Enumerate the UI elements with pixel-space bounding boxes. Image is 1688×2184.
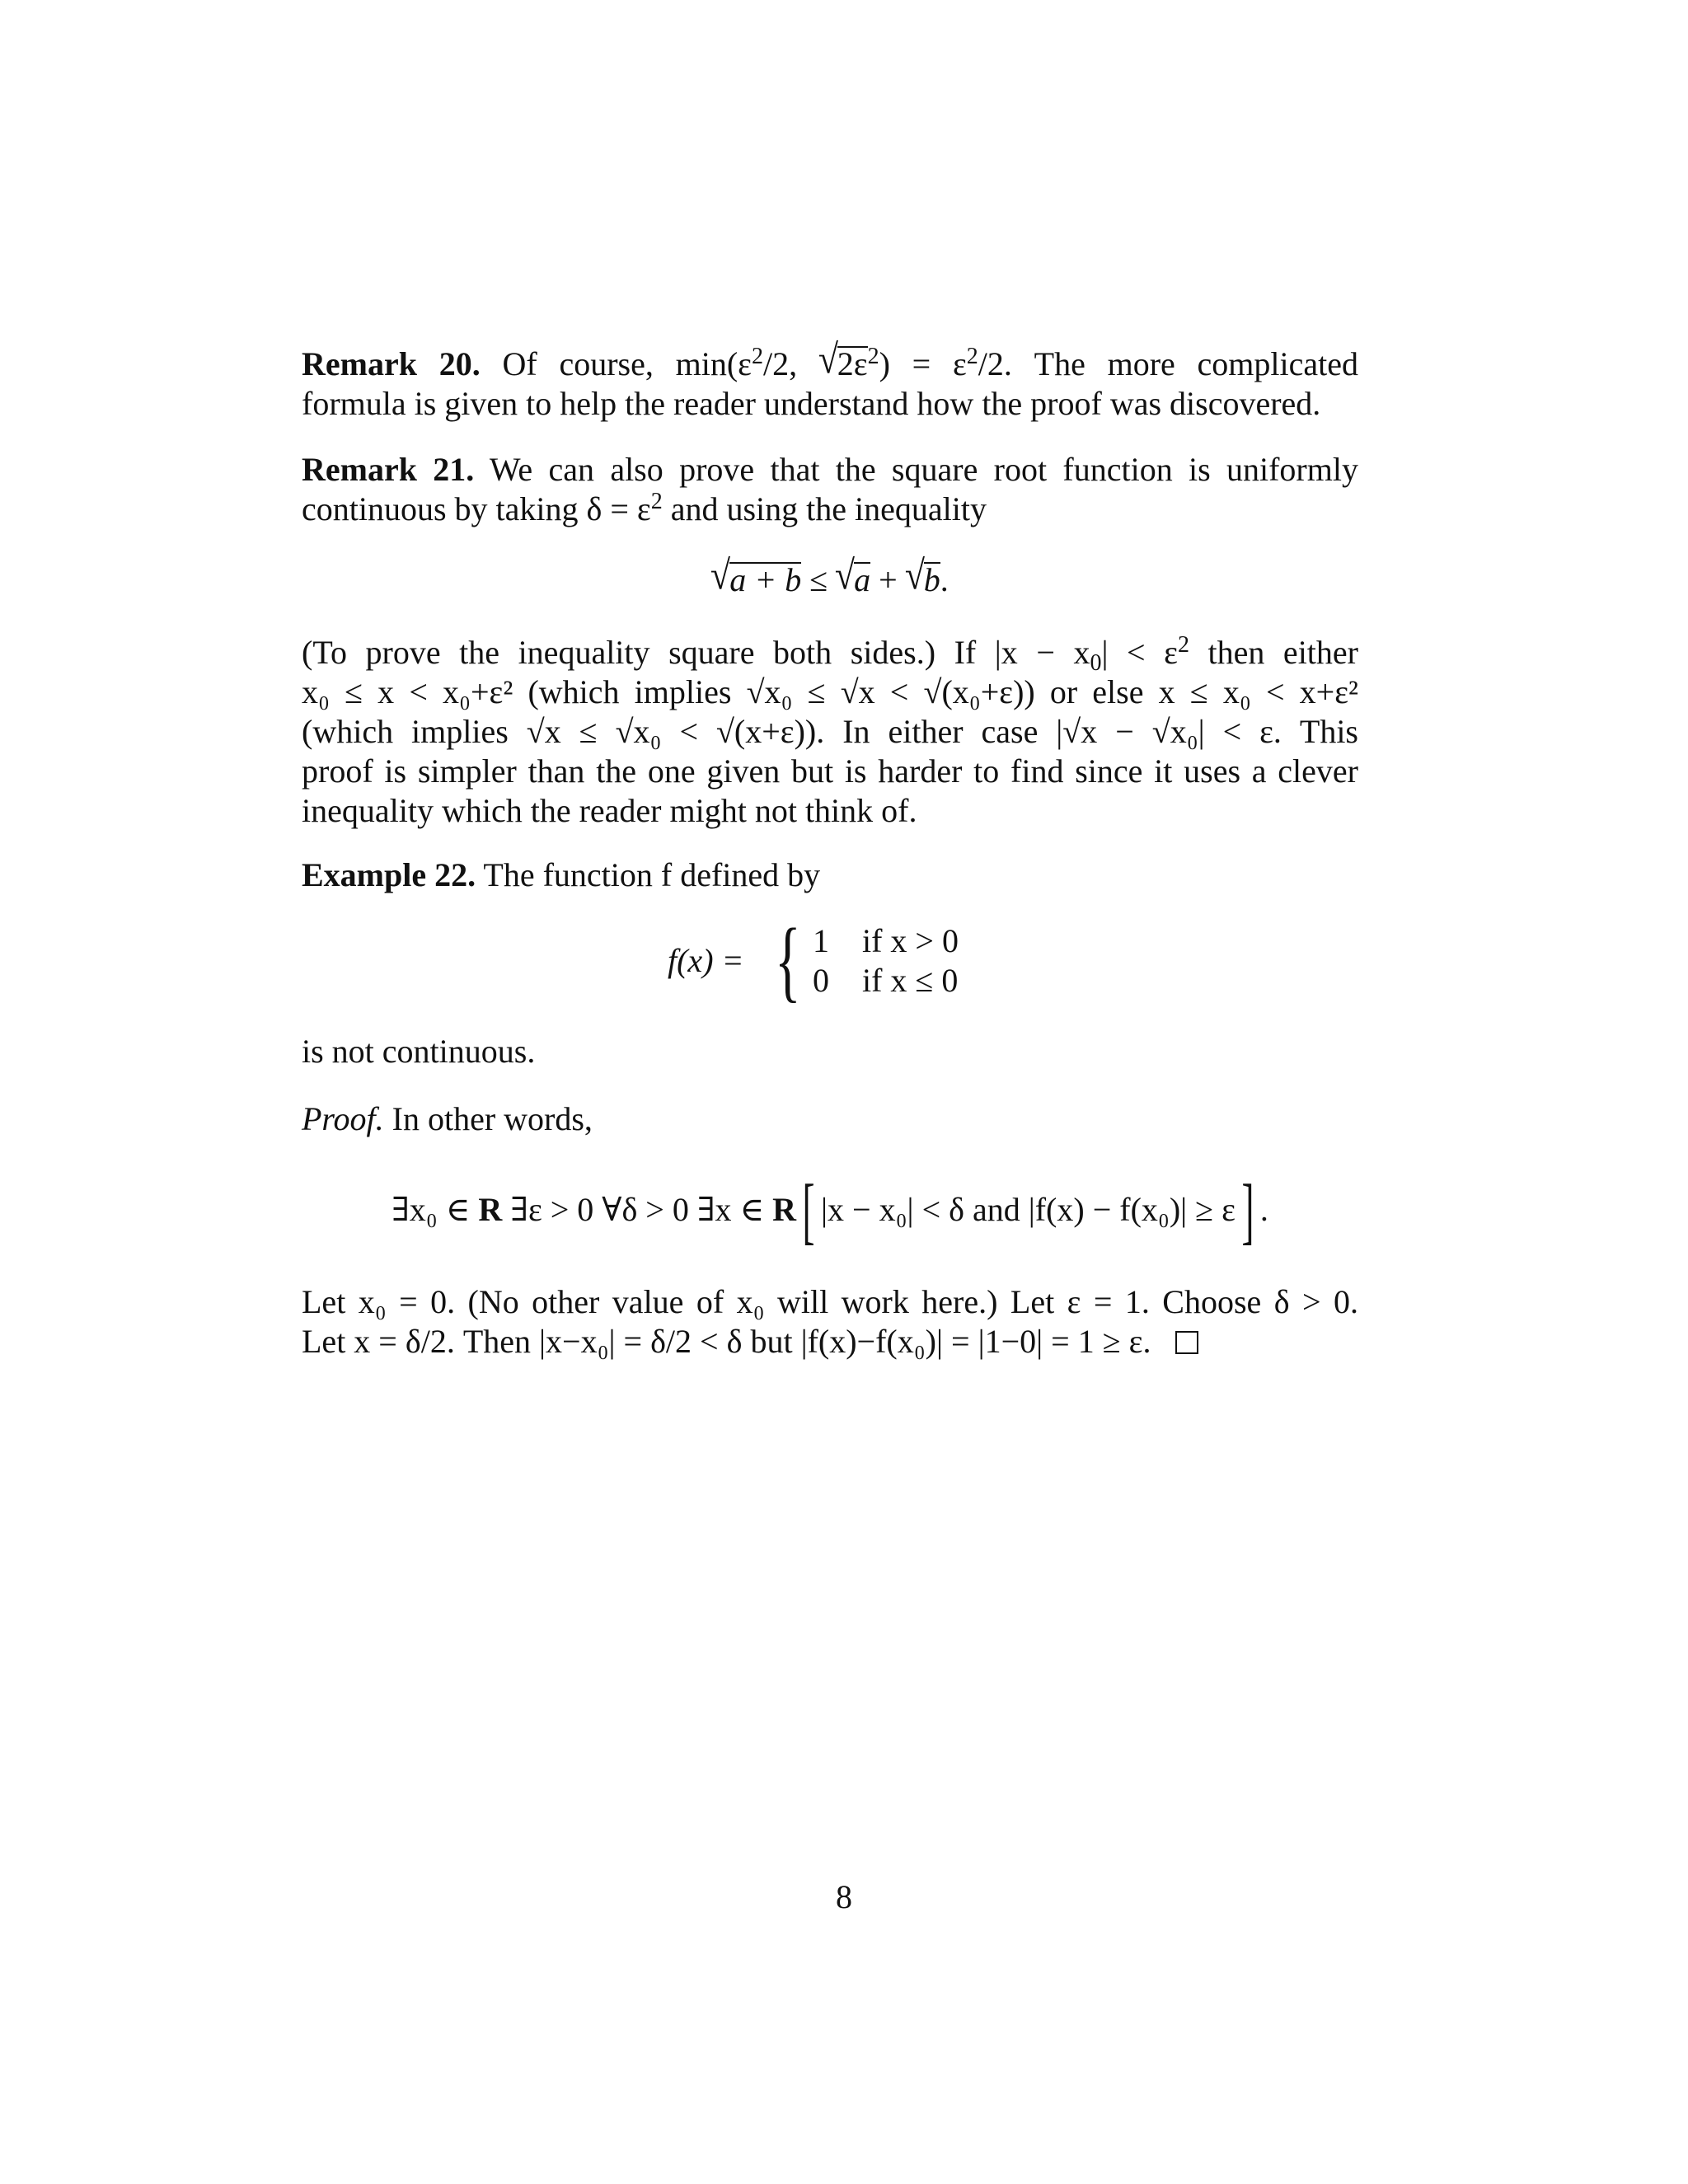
remark-20-text: Of course, min(ε — [502, 345, 752, 382]
qed-box-icon — [1175, 1331, 1198, 1354]
remark-21-heading: Remark 21. — [302, 451, 475, 488]
remark-21-proof — [302, 633, 1358, 831]
proof-label: Proof. — [302, 1100, 384, 1137]
remark-20-heading: Remark 20. — [302, 345, 481, 382]
proof-line-2: Let x = δ/2. Then |x−x₀| = δ/2 < δ but |f(x)−f(x₀)| = |1−0| = 1 ≥ ε. — [302, 1322, 1358, 1361]
piecewise-case-1: 1 if x > 0 — [813, 922, 959, 959]
proof-intro — [302, 1099, 1358, 1139]
remark-20-line-1: Remark 20. Of course, $\min(\varepsilon^2/2$, $√2\varepsilon^2) = \varepsilon^2/2$. The more complicated — [302, 335, 1358, 382]
remark-21 — [302, 450, 1358, 529]
example-22-heading: Example 22. — [302, 856, 476, 893]
right-bracket: ] — [1241, 1170, 1254, 1252]
remark-21-line-2: continuous by taking $\delta = \varepsilon^2$ and using the inequality — [302, 489, 987, 527]
remark-21-proof-line-3: (which implies √x ≤ √x₀ < √(x+ε)). In either case |√x − √x₀| < ε. This — [302, 713, 1358, 750]
piecewise-lhs: f(x) = — [668, 942, 744, 979]
remark-21-line-1: Remark 21. We can also prove that the square root function is uniformly — [302, 451, 1358, 488]
remark-21-proof-line-2: x₀ ≤ x < x₀+ε² (which implies √x₀ ≤ √x < √(x₀+ε)) or else x ≤ x₀ < x+ε² — [302, 673, 1358, 710]
remark-20 — [302, 335, 1358, 424]
remark-21-proof-line-4: proof is simpler than the one given but is harder to find since it uses a clever — [302, 752, 1358, 790]
piecewise-case-2: 0 if x ≤ 0 — [813, 962, 959, 999]
left-brace: { — [775, 910, 801, 1010]
remark-20-text: ) = ε — [879, 345, 967, 382]
example-22-after — [302, 1032, 1358, 1071]
quantifier-display: ∃x₀ ∈ R ∃ε > 0 ∀δ > 0 ∃x ∈ R[ |x − x₀| < δ and |f(x) − f(x₀)| ≥ ε] . — [392, 1170, 1268, 1252]
page-number: 8 — [836, 1878, 852, 1915]
sqrt-symbol: √b — [904, 551, 940, 598]
remark-20-text: /2. The more complicated — [978, 345, 1358, 382]
example-22-conclusion: is not continuous. — [302, 1033, 536, 1070]
remark-20-text: /2, — [762, 345, 819, 382]
example-22 — [302, 855, 1358, 895]
sqrt-symbol: √2ε — [818, 335, 868, 382]
remark-20-line-2: formula is given to help the reader understand how the proof was discovered. — [302, 385, 1321, 422]
proof-intro-line: Proof. In other words, — [302, 1100, 593, 1137]
sqrt-inequality-display: √a + b ≤ √a + √b. — [710, 551, 949, 598]
proof-line-1: Let x₀ = 0. (No other value of x₀ will work here.) Let ε = 1. Choose δ > 0. — [302, 1283, 1358, 1320]
remark-21-proof-line-1: (To prove the inequality square both sides.) If $|x - x_0| < \varepsilon^2$ then either — [302, 632, 1358, 676]
example-22-line-1: Example 22. The function f defined by — [302, 856, 821, 893]
proof-body — [302, 1282, 1358, 1361]
sqrt-symbol: √a + b — [710, 551, 802, 598]
sqrt-symbol: √a — [835, 551, 871, 598]
remark-21-proof-line-5: inequality which the reader might not think of. — [302, 792, 917, 829]
left-bracket: [ — [802, 1170, 815, 1252]
